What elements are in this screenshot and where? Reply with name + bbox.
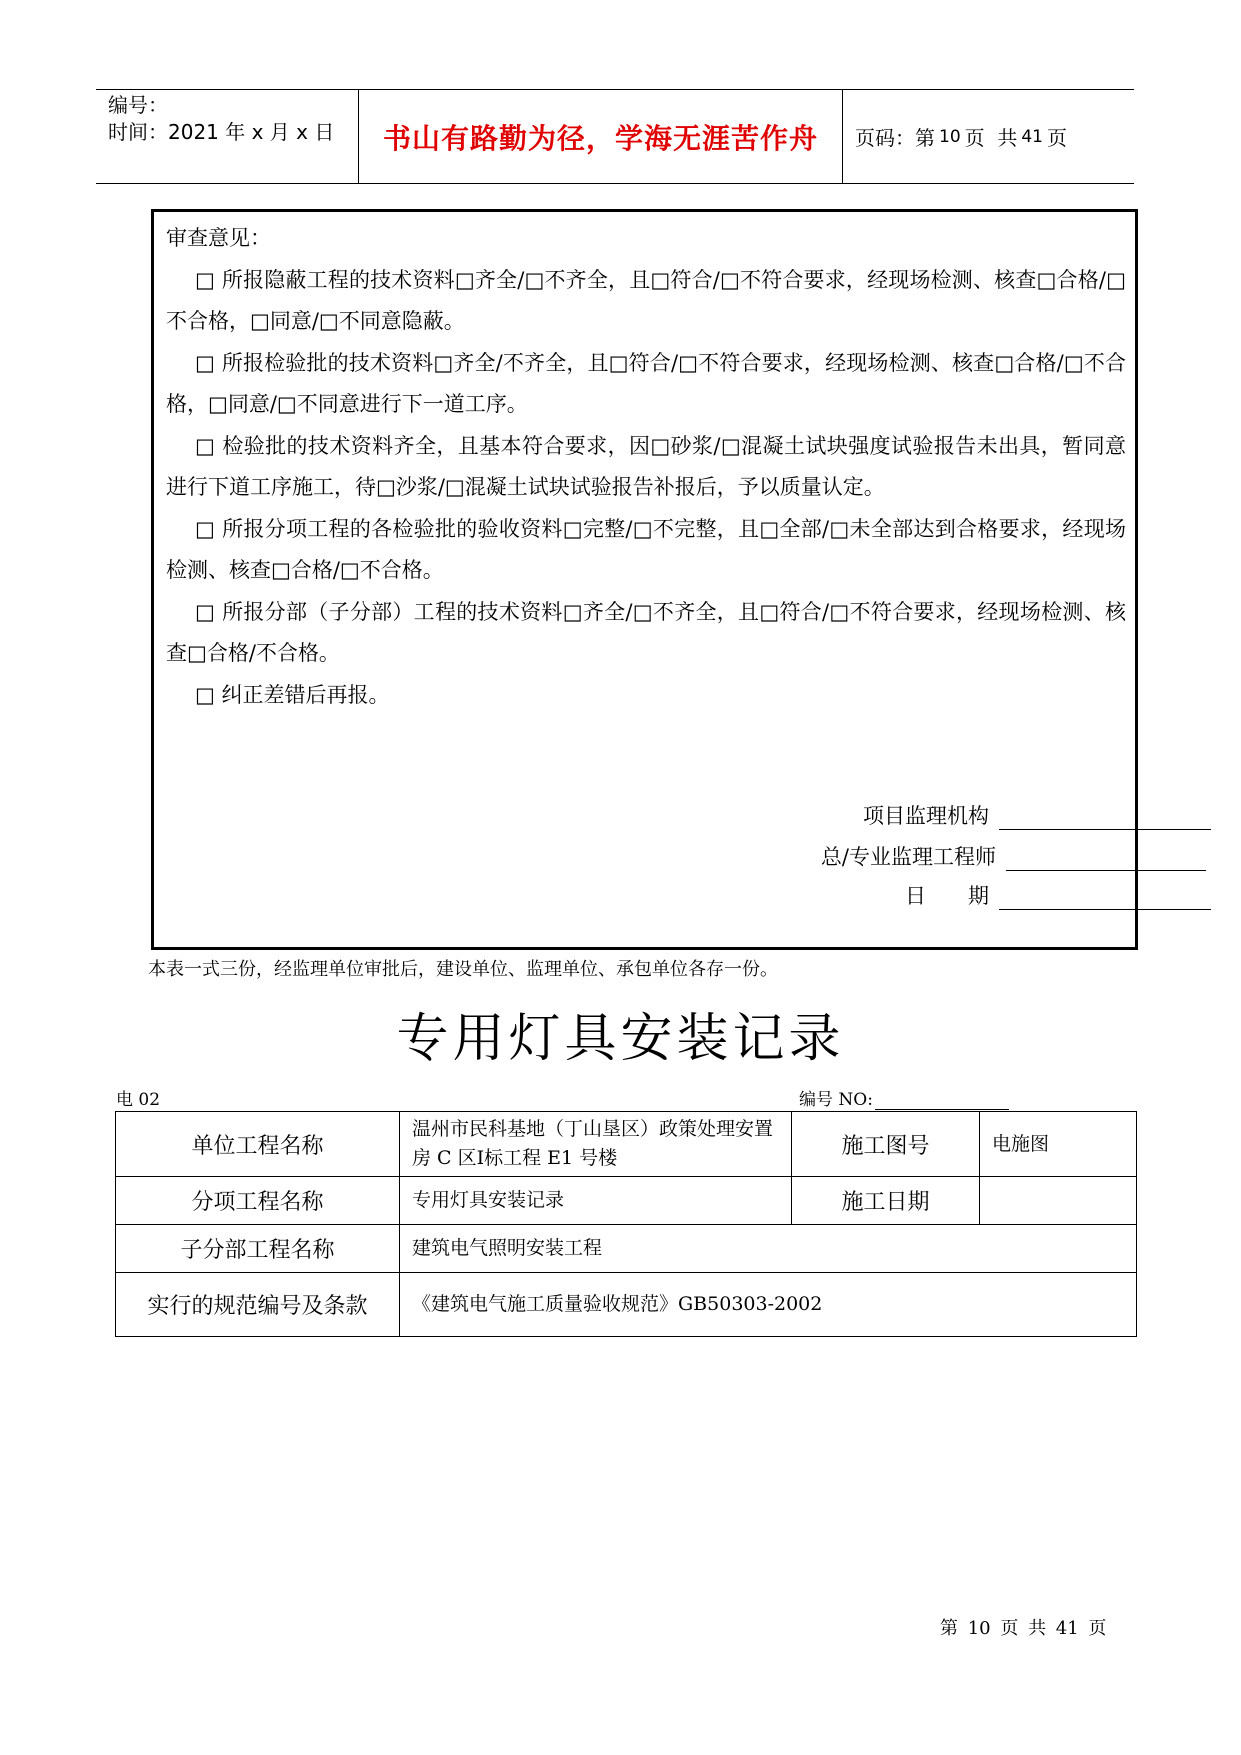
review-option: □ 所报分项工程的各检验批的验收资料□完整/□不完整，且□全部/□未全部达到合格要求，经现场检测、核查□合格/□不合格。 (166, 516, 1126, 582)
page-suffix: 页 (1047, 126, 1067, 150)
review-option: □ 所报检验批的技术资料□齐全/不齐全，且□符合/□不符合要求，经现场检测、核查□合格/□不合格，□同意/□不同意进行下一道工序。 (166, 350, 1126, 416)
page-header (96, 89, 1134, 184)
table-row (116, 1225, 1137, 1273)
drawing-no-label: 施工图号 (792, 1112, 980, 1177)
sub-division-value[interactable]: 建筑电气照明安装工程 (400, 1225, 1137, 1273)
form-title: 专用灯具安装记录 (396, 1009, 845, 1069)
table-row (116, 1273, 1137, 1337)
review-option: □ 纠正差错后再报。 (195, 682, 390, 707)
sub-item-label: 分项工程名称 (116, 1177, 400, 1225)
review-option: □ 所报分部（子分部）工程的技术资料□齐全/□不齐全，且□符合/□不符合要求，经现场检测、核查□合格/不合格。 (166, 599, 1126, 665)
motto: 书山有路勤为径，学海无涯苦作舟 (382, 121, 818, 155)
signature-engineer-line[interactable] (1006, 846, 1206, 871)
page-mid: 页 共 (964, 126, 1018, 150)
page-number: 10 (939, 126, 961, 147)
table-row (116, 1177, 1137, 1225)
copies-note: 本表一式三份，经监理单位审批后，建设单位、监理单位、承包单位各存一份。 (148, 959, 778, 980)
construction-date-label: 施工日期 (792, 1177, 980, 1225)
project-info-table (115, 1111, 1137, 1337)
review-option: □ 检验批的技术资料齐全，且基本符合要求，因□砂浆/□混凝土试块强度试验报告未出具，暂同意进行下道工序施工，待□沙浆/□混凝土试块试验报告补报后，予以质量认定。 (166, 433, 1126, 499)
review-opinion-box (151, 209, 1138, 950)
page-prefix: 页码：第 (855, 126, 935, 150)
serial-label: 编号： (108, 93, 168, 117)
table-row (116, 1112, 1137, 1177)
header-meta (108, 92, 353, 182)
form-number-label: 编号 NO: (799, 1090, 873, 1110)
review-option: □ 所报隐蔽工程的技术资料□齐全/□不齐全，且□符合/□不符合要求，经现场检测、核查□合格/□不合格，□同意/□不同意隐蔽。 (166, 267, 1126, 333)
footer-page-number: 第 10 页 共 41 页 (940, 1618, 1107, 1639)
form-number (799, 1085, 1009, 1110)
sub-division-label: 子分部工程名称 (116, 1225, 400, 1273)
construction-date-value[interactable] (980, 1177, 1137, 1225)
signature-org-label: 项目监理机构 (863, 804, 989, 828)
signature-engineer-label: 总/专业监理工程师 (820, 845, 996, 869)
form-code: 电 02 (116, 1090, 161, 1110)
signature-date-line[interactable] (999, 885, 1211, 910)
signature-engineer (821, 843, 1206, 871)
time-label: 时间：2021 年 x 月 x 日 (108, 120, 335, 144)
page-total: 41 (1021, 126, 1043, 147)
signature-org-line[interactable] (999, 805, 1211, 830)
form-number-line[interactable] (875, 1091, 1009, 1110)
signature-org (863, 802, 1211, 830)
signature-date (905, 882, 1211, 910)
signature-date-label: 日 期 (905, 884, 989, 908)
drawing-no-value[interactable]: 电施图 (980, 1112, 1137, 1177)
header-divider (842, 90, 843, 183)
unit-name-label: 单位工程名称 (116, 1112, 400, 1177)
standard-value[interactable]: 《建筑电气施工质量验收规范》GB50303-2002 (400, 1273, 1137, 1337)
sub-item-value[interactable]: 专用灯具安装记录 (400, 1177, 792, 1225)
unit-name-value[interactable]: 温州市民科基地（丁山垦区）政策处理安置房 C 区Ⅰ标工程 E1 号楼 (400, 1112, 792, 1177)
header-page-info (855, 90, 1067, 183)
review-opinion-text (166, 218, 1126, 716)
review-heading: 审查意见： (166, 226, 271, 250)
standard-label: 实行的规范编号及条款 (116, 1273, 400, 1337)
